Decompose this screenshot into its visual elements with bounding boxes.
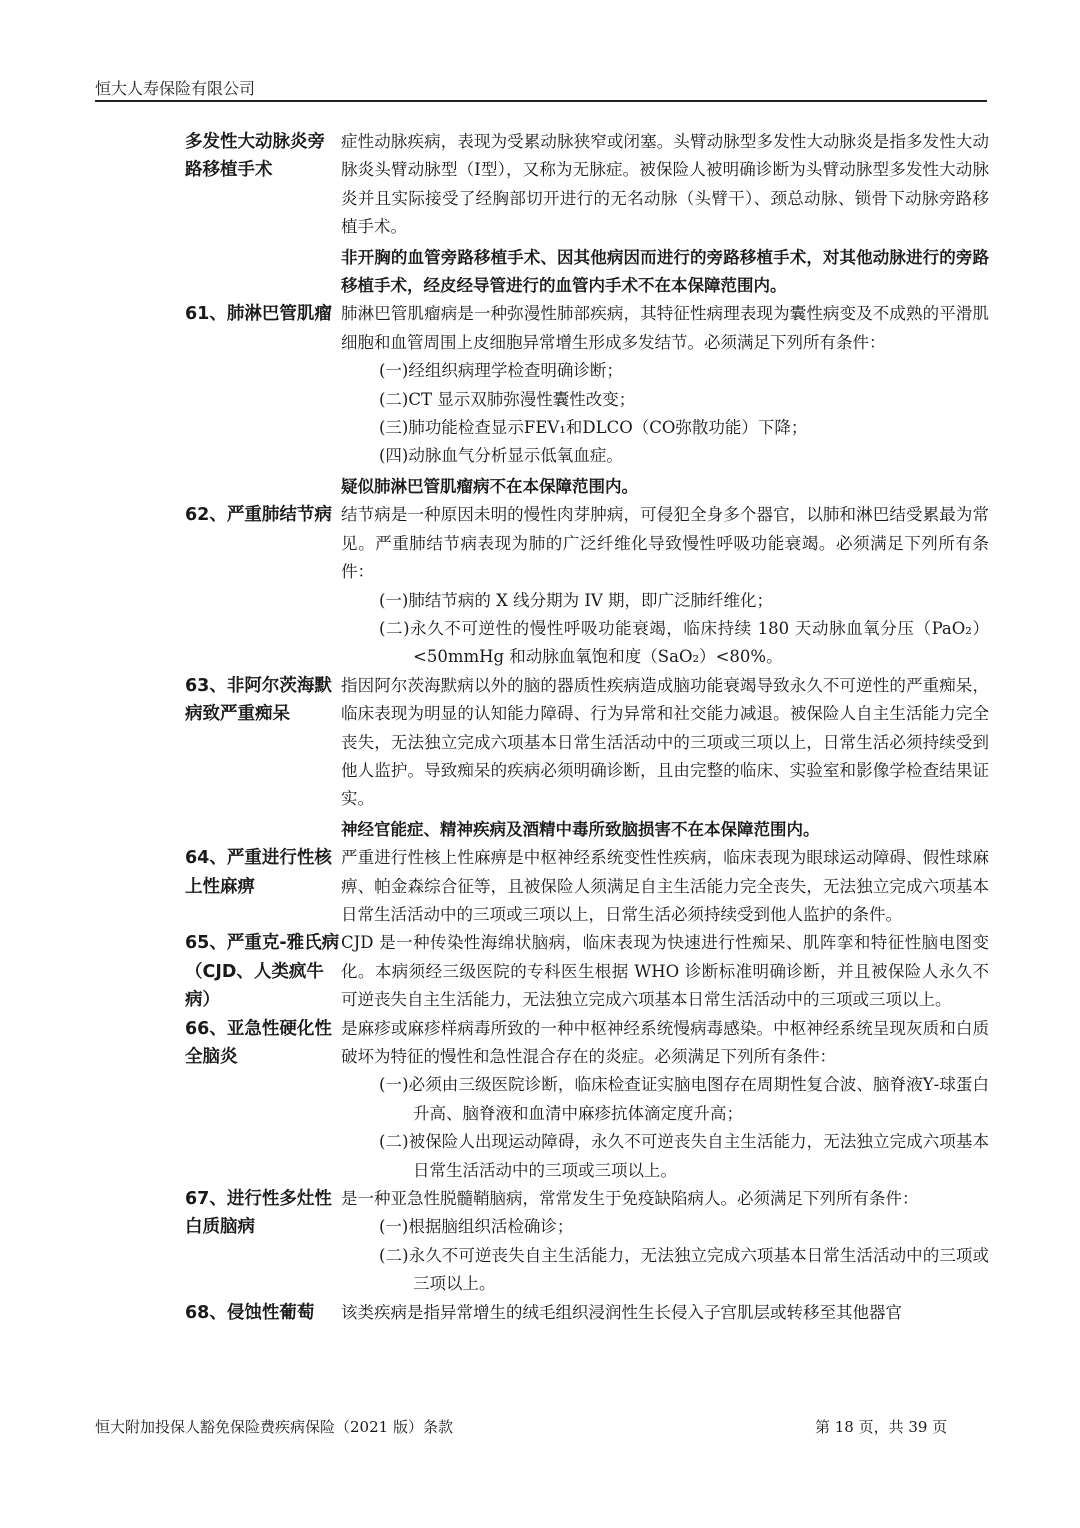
clause-entry	[185, 128, 989, 300]
clause-condition-item: (一)肺结节病的 X 线分期为 IV 期，即广泛肺纤维化；	[379, 590, 774, 610]
page-header-company: 恒大人寿保险有限公司	[95, 79, 256, 98]
clause-term: 66、亚急性硬化性全脑炎	[185, 1018, 332, 1067]
clause-condition-item: (二)CT 显示双肺弥漫性囊性改变；	[379, 389, 636, 409]
clause-paragraph: 是一种亚急性脱髓鞘脑病，常常发生于免疫缺陷病人。必须满足下列所有条件：	[341, 1189, 919, 1209]
header-divider	[95, 100, 987, 102]
clause-description	[341, 1299, 989, 1327]
clause-description	[341, 300, 989, 501]
clause-term: 63、非阿尔茨海默病致严重痴呆	[185, 675, 332, 725]
clause-paragraph: 指因阿尔茨海默病以外的脑的器质性疾病造成脑功能衰竭导致永久不可逆性的严重痴呆，临床表现为明显的认知能力障碍、行为异常和社交能力减退。被保险人自主生活能力完全丧失，无法独立完成六项基本日常生活活动中的三项或三项以上，日常生活必须持续受到他人监护。导致痴呆的疾病必须明确诊断，且由完整的临床、实验室和影像学检查结果证实。	[341, 675, 989, 809]
clause-term: 61、肺淋巴管肌瘤	[185, 304, 332, 325]
clause-entry	[185, 929, 989, 1014]
clause-entry	[185, 1185, 989, 1299]
clause-exclusion-note: 疑似肺淋巴管肌瘤病不在本保障范围内。	[341, 476, 638, 496]
clause-term: 68、侵蚀性葡萄	[185, 1302, 315, 1323]
clause-entry	[185, 844, 989, 929]
clause-entry	[185, 300, 989, 501]
clause-description	[341, 1015, 989, 1185]
clause-term: 64、严重进行性核上性麻痹	[185, 848, 332, 897]
clause-entry	[185, 501, 989, 671]
clause-description	[341, 672, 989, 844]
clause-paragraph: 该类疾病是指异常增生的绒毛组织浸润性生长侵入子宫肌层或转移至其他器官	[341, 1302, 902, 1322]
clause-exclusion-note: 非开胸的血管旁路移植手术、因其他病因而进行的旁路移植手术，对其他动脉进行的旁路移植手术，经皮经导管进行的血管内手术不在本保障范围内。	[341, 247, 989, 296]
clause-description	[341, 501, 989, 671]
clause-list	[185, 128, 989, 1327]
footer-page-number: 第 18 页，共 39 页	[815, 1418, 948, 1436]
clause-condition-item: (二)永久不可逆丧失自主生活能力，无法独立完成六项基本日常生活活动中的三项或三项以上。	[379, 1245, 989, 1294]
clause-description	[341, 128, 989, 300]
clause-condition-item: (一)必须由三级医院诊断，临床检查证实脑电图存在周期性复合波、脑脊液Υ-球蛋白升高、脑脊液和血清中麻疹抗体滴定度升高；	[379, 1075, 989, 1123]
clause-term: 67、进行性多灶性白质脑病	[185, 1189, 332, 1238]
clause-paragraph: CJD 是一种传染性海绵状脑病，临床表现为快速进行性痴呆、肌阵挛和特征性脑电图变化。本病须经三级医院的专科医生根据 WHO 诊断标准明确诊断，并且被保险人永久不可逆丧失自主生活能力，无法独立完成六项基本日常生活活动中的三项或三项以上。	[341, 933, 989, 1010]
clause-paragraph: 结节病是一种原因未明的慢性肉芽肿病，可侵犯全身多个器官，以肺和淋巴结受累最为常见。严重肺结节病表现为肺的广泛纤维化导致慢性呼吸功能衰竭。必须满足下列所有条件：	[341, 505, 989, 582]
clause-term: 62、严重肺结节病	[185, 505, 332, 526]
clause-paragraph: 是麻疹或麻疹样病毒所致的一种中枢神经系统慢病毒感染。中枢神经系统呈现灰质和白质破坏为特征的慢性和急性混合存在的炎症。必须满足下列所有条件：	[341, 1018, 989, 1066]
clause-description	[341, 844, 989, 929]
clause-condition-item: (一)经组织病理学检查明确诊断；	[379, 361, 623, 381]
footer-document-title: 恒大附加投保人豁免保险费疾病保险（2021 版）条款	[95, 1418, 453, 1436]
clause-entry	[185, 672, 989, 844]
clause-term: 多发性大动脉炎旁路移植手术	[185, 132, 325, 181]
clause-condition-item: (三)肺功能检查显示FEV₁和DLCO（CO弥散功能）下降；	[379, 418, 808, 438]
clause-condition-item: (一)根据脑组织活检确诊；	[379, 1217, 574, 1237]
clause-description	[341, 929, 989, 1014]
clause-paragraph: 严重进行性核上性麻痹是中枢神经系统变性性疾病，临床表现为眼球运动障碍、假性球麻痹、帕金森综合征等，且被保险人须满足自主生活能力完全丧失，无法独立完成六项基本日常生活活动中的三项或三项以上，日常生活必须持续受到他人监护的条件。	[341, 848, 989, 924]
clause-entry	[185, 1015, 989, 1185]
clause-condition-item: (四)动脉血气分析显示低氧血症。	[379, 446, 623, 466]
clause-paragraph: 症性动脉疾病，表现为受累动脉狭窄或闭塞。头臂动脉型多发性大动脉炎是指多发性大动脉炎头臂动脉型（Ⅰ型），又称为无脉症。被保险人被明确诊断为头臂动脉型多发性大动脉炎并且实际接受了经胸部切开进行的无名动脉（头臂干）、颈总动脉、锁骨下动脉旁路移植手术。	[341, 132, 989, 237]
clause-term: 65、严重克-雅氏病（CJD、人类疯牛病）	[185, 933, 340, 1011]
clause-condition-item: (二)被保险人出现运动障碍，永久不可逆丧失自主生活能力，无法独立完成六项基本日常生活活动中的三项或三项以上。	[379, 1132, 989, 1180]
clause-entry	[185, 1299, 989, 1327]
clause-exclusion-note: 神经官能症、精神疾病及酒精中毒所致脑损害不在本保障范围内。	[341, 819, 820, 839]
clause-description	[341, 1185, 989, 1299]
clause-condition-item: (二)永久不可逆性的慢性呼吸功能衰竭，临床持续 180 天动脉血氧分压（PaO₂）<50mmHg 和动脉血氧饱和度（SaO₂）<80%。	[379, 618, 989, 667]
clause-paragraph: 肺淋巴管肌瘤病是一种弥漫性肺部疾病，其特征性病理表现为囊性病变及不成熟的平滑肌细胞和血管周围上皮细胞异常增生形成多发结节。必须满足下列所有条件：	[341, 304, 989, 352]
